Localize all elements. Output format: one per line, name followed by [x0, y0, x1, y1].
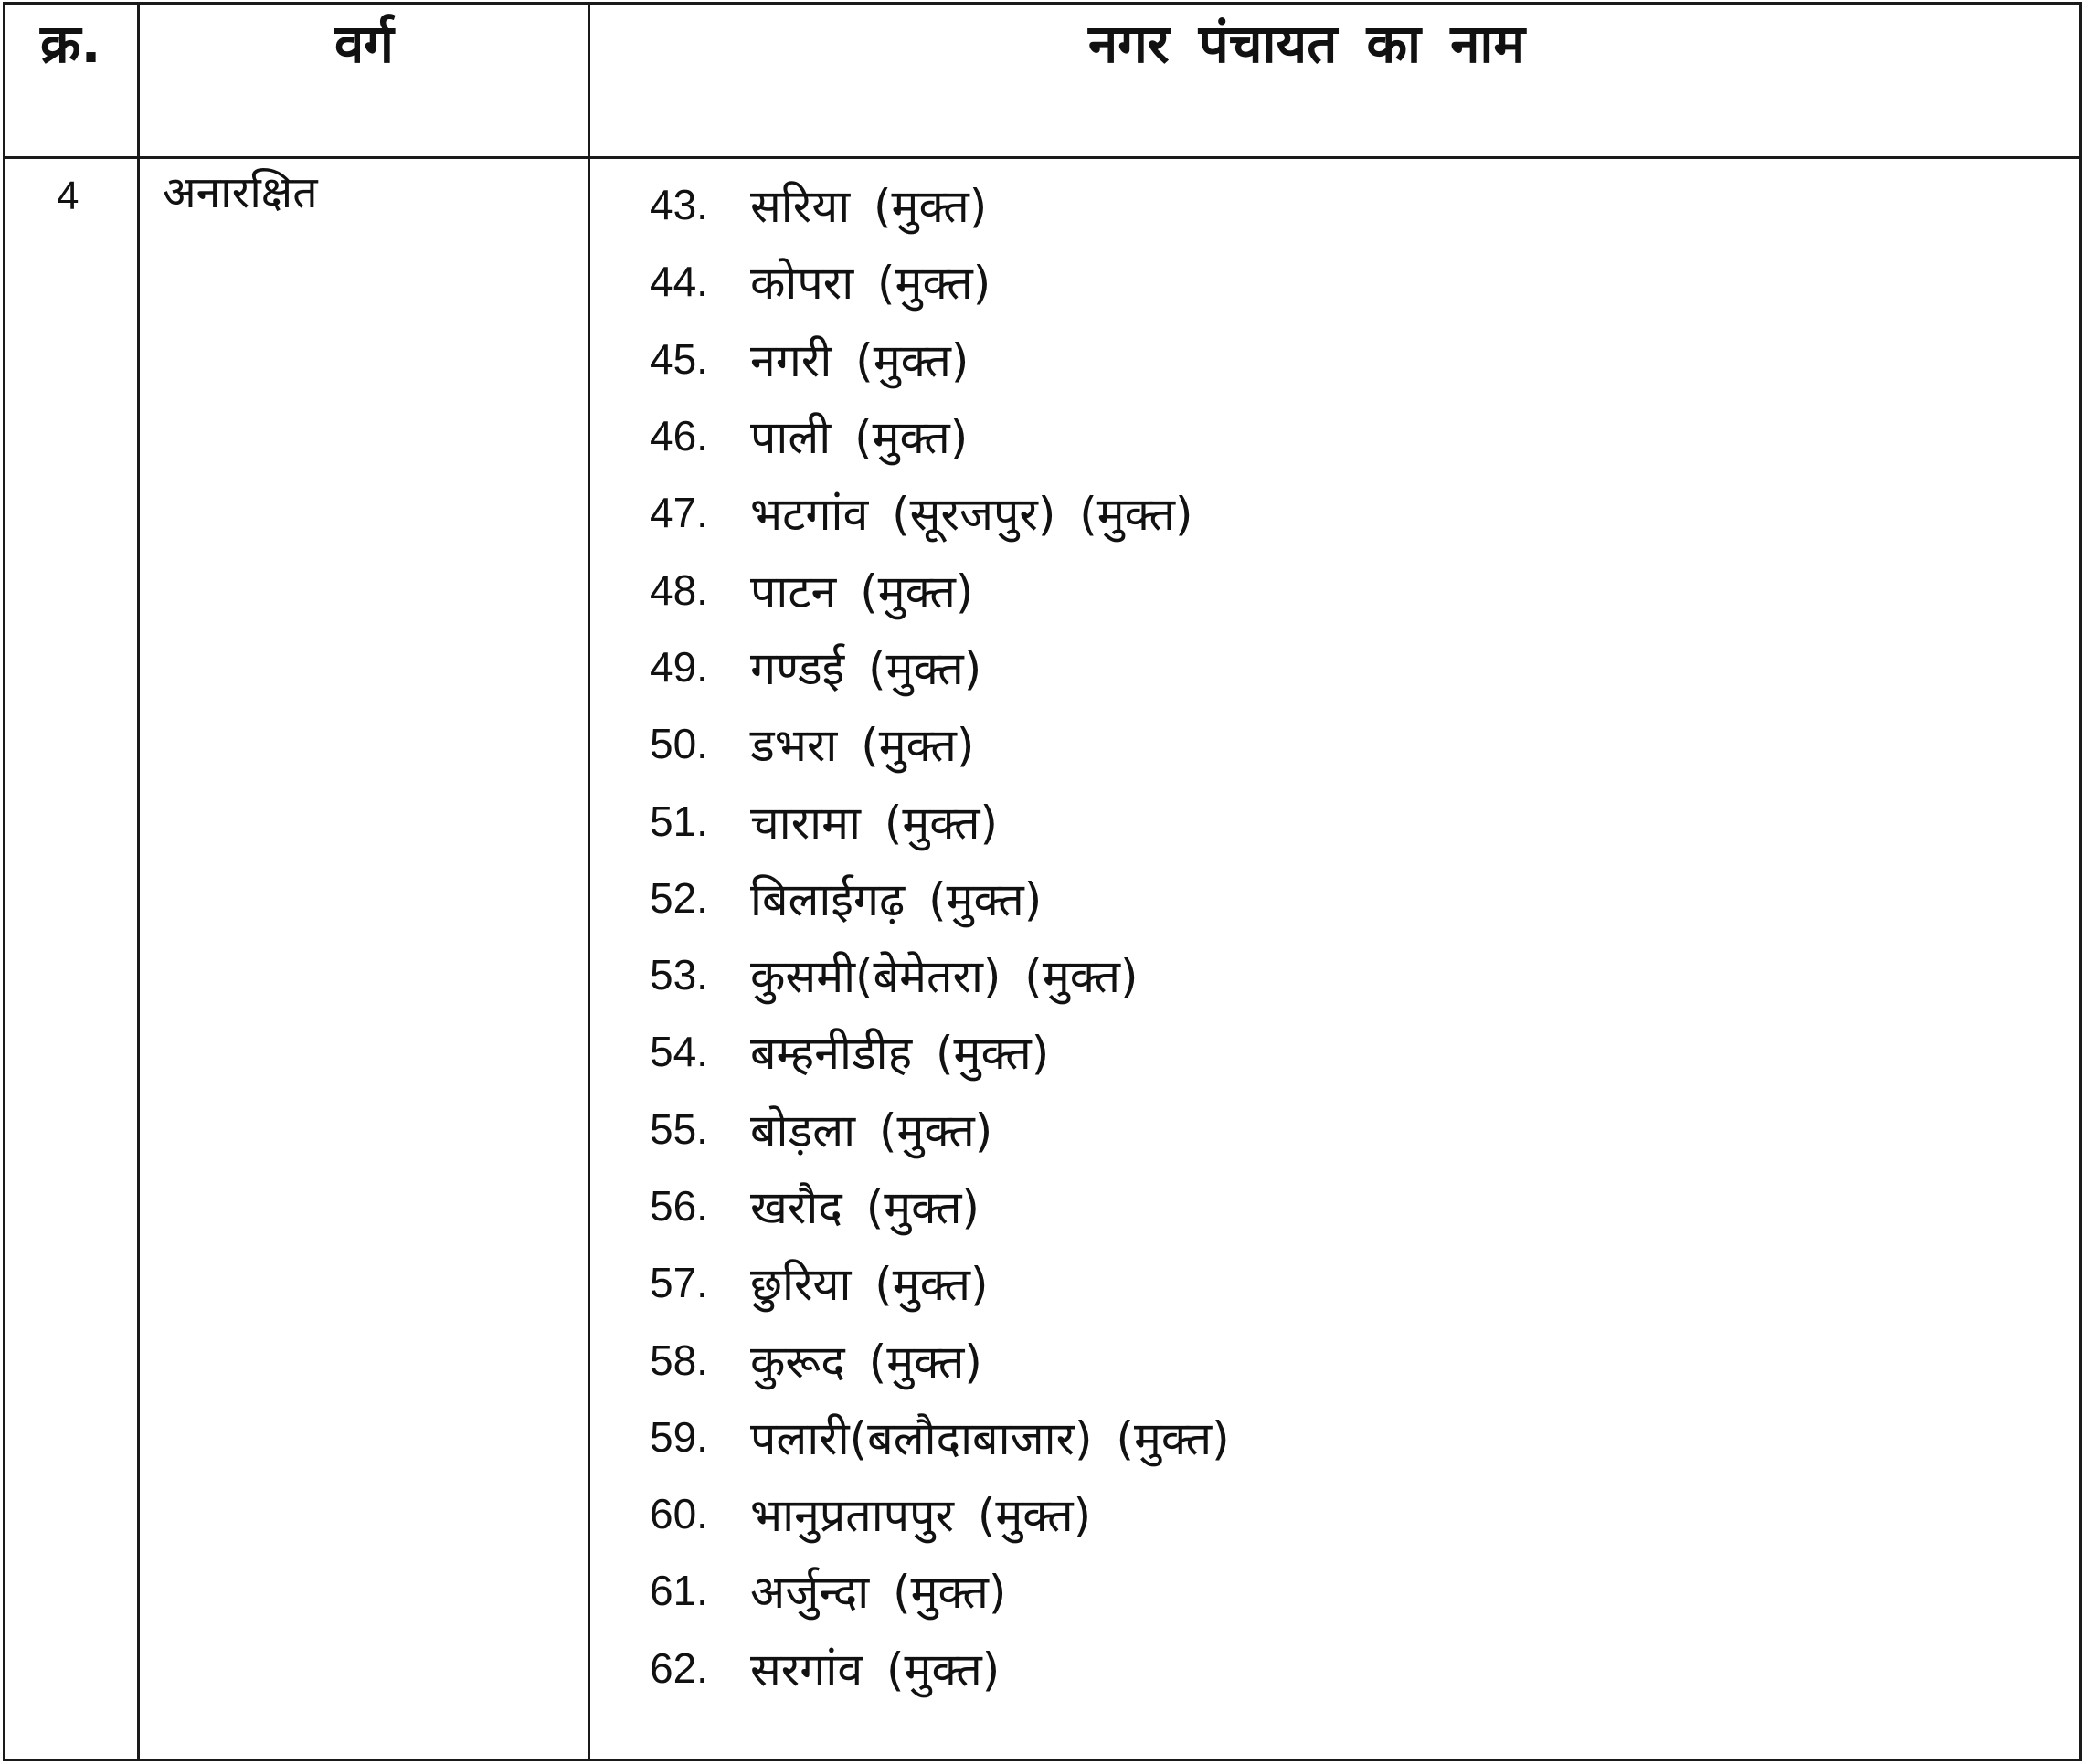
- list-item: [650, 628, 1230, 705]
- item-name: बोड़ला (मुक्त): [750, 1104, 993, 1157]
- list-item: [650, 474, 1230, 551]
- list-item: [650, 243, 1230, 320]
- item-name: बिलाईगढ़ (मुक्त): [750, 872, 1043, 926]
- list-item: [650, 1091, 1230, 1167]
- item-number: 60.: [650, 1490, 708, 1538]
- item-number: 52.: [650, 873, 708, 922]
- item-name: पाली (मुक्त): [750, 411, 969, 465]
- item-name: सरिया (मुक्त): [750, 180, 988, 234]
- item-name: छुरिया (मुक्त): [750, 1258, 989, 1312]
- list-item: [650, 1399, 1230, 1475]
- list-item: [650, 1475, 1230, 1552]
- header-category: वर्ग: [334, 13, 394, 75]
- item-name: डभरा (मुक्त): [750, 719, 975, 773]
- item-number: 51.: [650, 797, 708, 845]
- item-number: 47.: [650, 489, 708, 537]
- item-name: कुरूद (मुक्त): [750, 1335, 982, 1389]
- list-item: [650, 1552, 1230, 1629]
- item-number: 43.: [650, 181, 708, 229]
- item-name: कोपरा (मुक्त): [750, 257, 991, 311]
- item-name: अर्जुन्दा (मुक्त): [750, 1566, 1007, 1620]
- item-number: 62.: [650, 1643, 708, 1692]
- item-name: भानुप्रतापपुर (मुक्त): [750, 1489, 1092, 1543]
- list-item: [650, 1013, 1230, 1090]
- list-item: [650, 1244, 1230, 1321]
- item-name: गण्डई (मुक्त): [750, 641, 982, 695]
- header-divider: [5, 156, 2079, 159]
- item-number: 46.: [650, 412, 708, 460]
- item-name: कुसमी(बेमेतरा) (मुक्त): [750, 950, 1139, 1004]
- item-name: भटगांव (सूरजपुर) (मुक्त): [750, 488, 1193, 542]
- list-item: [650, 936, 1230, 1013]
- column-divider-1: [137, 5, 140, 1759]
- item-name: नगरी (मुक्त): [750, 333, 969, 387]
- item-number: 44.: [650, 258, 708, 306]
- column-divider-2: [588, 5, 590, 1759]
- item-name: चारामा (मुक्त): [750, 796, 999, 850]
- item-number: 58.: [650, 1336, 708, 1384]
- item-name: बम्हनीडीह (मुक्त): [750, 1027, 1050, 1081]
- row-serial: 4: [57, 174, 79, 218]
- item-number: 53.: [650, 951, 708, 999]
- list-item: [650, 1321, 1230, 1398]
- item-name: सरगांव (मुक्त): [750, 1643, 1001, 1696]
- list-item: [650, 321, 1230, 397]
- item-number: 57.: [650, 1259, 708, 1307]
- item-number: 56.: [650, 1182, 708, 1230]
- item-number: 50.: [650, 720, 708, 768]
- item-name: खरौद (मुक्त): [750, 1181, 980, 1234]
- item-number: 54.: [650, 1028, 708, 1076]
- item-number: 55.: [650, 1104, 708, 1153]
- item-number: 45.: [650, 334, 708, 383]
- list-item: [650, 1630, 1230, 1706]
- list-item: [650, 782, 1230, 859]
- item-name: पलारी(बलौदाबाजार) (मुक्त): [750, 1411, 1230, 1465]
- header-name: नगर पंचायत का नाम: [1088, 13, 1526, 75]
- item-number: 49.: [650, 642, 708, 691]
- nagar-panchayat-table: [3, 2, 2082, 1761]
- list-item: [650, 1167, 1230, 1244]
- item-number: 59.: [650, 1412, 708, 1461]
- list-item: [650, 166, 1230, 243]
- list-item: [650, 397, 1230, 474]
- item-number: 61.: [650, 1567, 708, 1615]
- list-item: [650, 705, 1230, 782]
- list-item: [650, 860, 1230, 936]
- item-number: 48.: [650, 565, 708, 614]
- header-serial: क्र.: [40, 13, 101, 75]
- row-category: अनारक्षित: [163, 167, 318, 218]
- item-name: पाटन (मुक्त): [750, 565, 974, 618]
- list-item: [650, 551, 1230, 628]
- nagar-panchayat-list: [650, 166, 1230, 1706]
